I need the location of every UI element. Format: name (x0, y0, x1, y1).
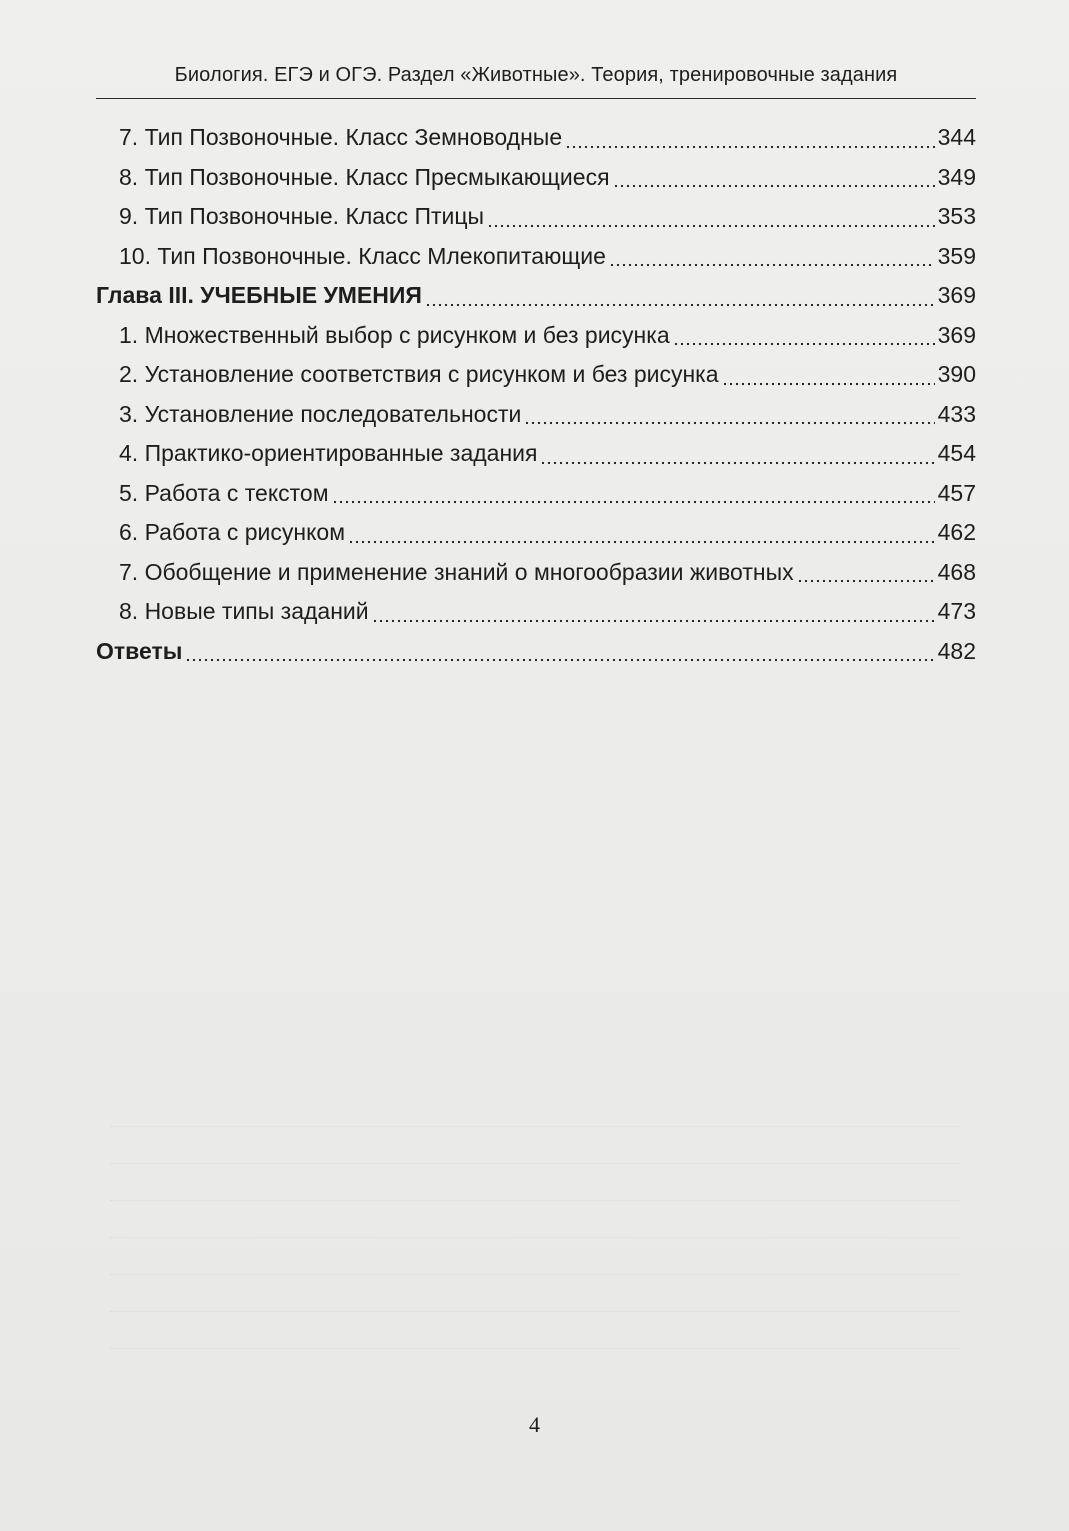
dot-leader (673, 337, 935, 347)
toc-entry-page: 457 (937, 479, 976, 506)
toc-entry-title: 7. Тип Позвоночные. Класс Земноводные (119, 124, 563, 150)
dot-leader (565, 140, 935, 150)
toc-entry-page: 353 (937, 203, 976, 229)
toc-entry-title: 5. Работа с текстом (119, 479, 329, 506)
toc-entry (96, 553, 976, 593)
dot-leader (487, 219, 935, 229)
dot-leader (722, 377, 935, 387)
page-number: 4 (529, 1412, 540, 1437)
toc-entry (96, 355, 976, 395)
toc-entry-page: 468 (937, 558, 976, 585)
dot-leader (797, 574, 935, 584)
toc-entry-title: 4. Практико-ориентированные задания (119, 440, 538, 466)
toc-entry-title: 6. Работа с рисунком (119, 519, 346, 545)
dot-leader (332, 495, 935, 505)
toc-entry-page: 482 (937, 637, 976, 664)
toc-entry-title: 8. Тип Позвоночные. Класс Пресмыкающиеся (119, 163, 610, 190)
dot-leader (609, 258, 935, 268)
toc-entry (96, 197, 976, 237)
dot-leader (540, 456, 934, 466)
toc-entry-page: 369 (937, 321, 976, 348)
toc-entry (96, 276, 976, 316)
toc-entry-page: 359 (937, 242, 976, 269)
toc-entry-page: 454 (937, 440, 976, 466)
toc-entry (96, 118, 976, 158)
toc-entry-page: 349 (937, 163, 976, 190)
dot-leader (372, 614, 935, 624)
toc-entry-page: 473 (937, 598, 976, 624)
toc-entry-title: Ответы (96, 637, 183, 664)
toc-entry-page: 344 (937, 124, 976, 150)
toc-entry (96, 434, 976, 474)
toc-entry-title: 7. Обобщение и применение знаний о многообразии животных (119, 558, 794, 585)
toc-entry (96, 395, 976, 435)
toc-entry-title: 3. Установление последовательности (119, 400, 522, 427)
running-header: Биология. ЕГЭ и ОГЭ. Раздел «Животные». Теория, тренировочные задания (174, 64, 898, 86)
toc-entry (96, 513, 976, 553)
toc-entry-page: 462 (937, 519, 976, 545)
toc-entry (96, 237, 976, 277)
toc-entry-title: 9. Тип Позвоночные. Класс Птицы (119, 203, 485, 229)
dot-leader (613, 179, 935, 189)
toc-entry-title: 10. Тип Позвоночные. Класс Млекопитающие (119, 242, 606, 269)
toc-entry-page: 369 (937, 282, 976, 308)
toc-entry (96, 592, 976, 632)
dot-leader (185, 653, 934, 663)
toc-entry-title: 1. Множественный выбор с рисунком и без рисунка (119, 321, 670, 348)
dot-leader (348, 535, 935, 545)
bleed-through-shadow (110, 1090, 960, 1349)
toc-entry (96, 474, 976, 514)
toc-entry (96, 632, 976, 672)
dot-leader (524, 416, 934, 426)
toc-entry (96, 316, 976, 356)
toc-entry-title: 8. Новые типы заданий (119, 598, 369, 624)
toc-entry-title: Глава III. УЧЕБНЫЕ УМЕНИЯ (96, 282, 422, 308)
toc-entry-title: 2. Установление соответствия с рисунком и без рисунка (119, 361, 719, 387)
toc-entry-page: 390 (937, 361, 976, 387)
header-rule (96, 98, 976, 99)
dot-leader (425, 298, 935, 308)
table-of-contents (96, 118, 976, 671)
toc-entry-page: 433 (937, 400, 976, 427)
toc-entry (96, 158, 976, 198)
